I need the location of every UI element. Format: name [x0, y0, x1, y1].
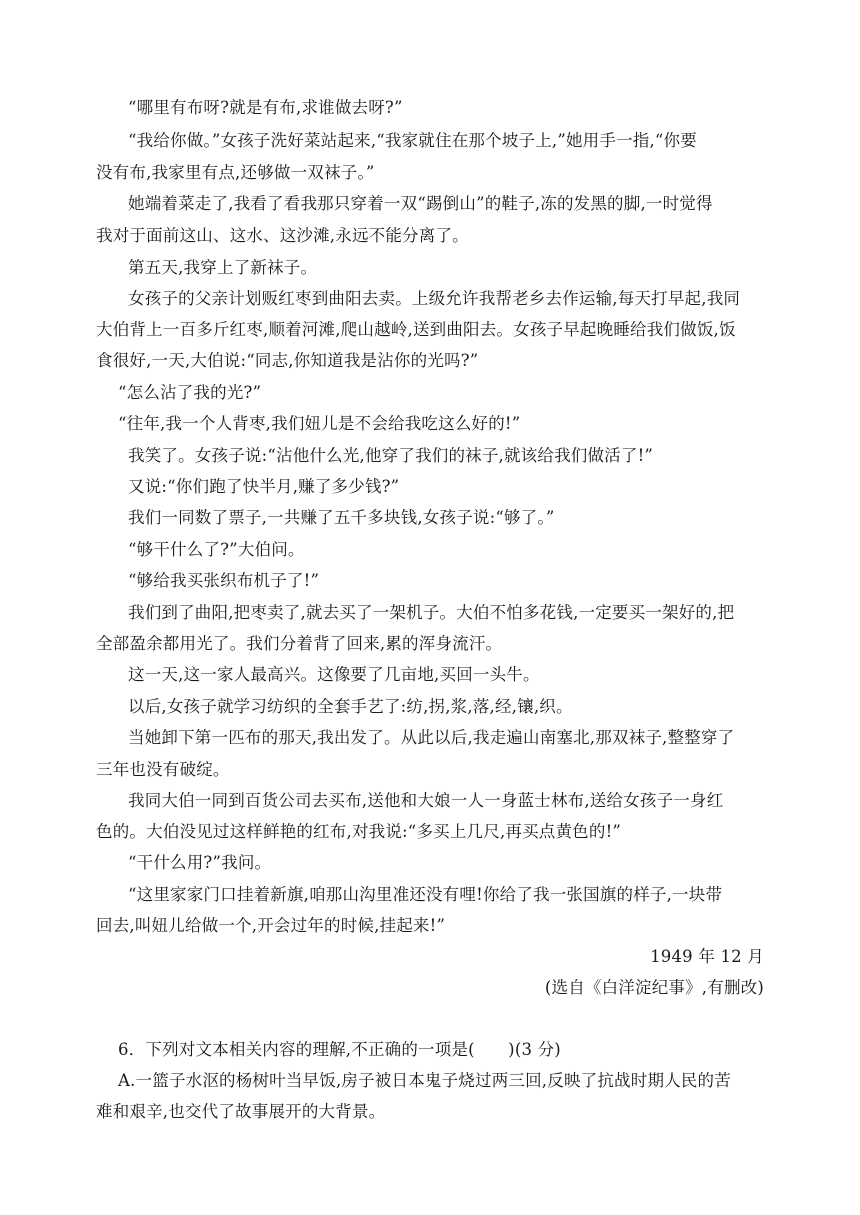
passage-line: 又说:“你们跑了快半月,赚了多少钱?”	[128, 477, 400, 496]
passage-line: 食很好,一天,大伯说:“同志,你知道我是沾你的光吗?”	[96, 351, 479, 370]
passage-line: 我对于面前这山、这水、这沙滩,永远不能分离了。	[96, 226, 469, 245]
passage-line: “够干什么了?”大伯问。	[128, 540, 305, 559]
passage-line: 当她卸下第一匹布的那天,我出发了。从此以后,我走遍山南塞北,那双袜子,整整穿了	[128, 728, 735, 747]
question-stem: 6．下列对文本相关内容的理解,不正确的一项是( )(3 分)	[118, 1040, 561, 1059]
passage-line: 大伯背上一百多斤红枣,顺着河滩,爬山越岭,送到曲阳去。女孩子早起晚睡给我们做饭,饭	[96, 320, 736, 339]
passage-line: “干什么用?”我问。	[128, 853, 272, 872]
passage-line: 色的。大伯没见过这样鲜艳的红布,对我说:“多买上几尺,再买点黄色的!”	[96, 822, 622, 841]
passage-source: (选自《白洋淀纪事》,有删改)	[544, 978, 764, 997]
passage-line: 回去,叫妞儿给做一个,开会过年的时候,挂起来!”	[96, 916, 446, 935]
passage-line: “哪里有布呀?就是有布,求谁做去呀?”	[128, 98, 403, 117]
passage-line: 这一天,这一家人最高兴。这像要了几亩地,买回一头牛。	[128, 665, 540, 684]
passage-line: 以后,女孩子就学习纺织的全套手艺了:纺,拐,浆,落,经,镶,织。	[128, 697, 573, 716]
passage-line: 女孩子的父亲计划贩红枣到曲阳去卖。上级允许我帮老乡去作运输,每天打早起,我同	[128, 289, 741, 308]
passage-line: 我笑了。女孩子说:“沾他什么光,他穿了我们的袜子,就该给我们做活了!”	[128, 446, 654, 465]
passage-line: 她端着菜走了,我看了看我那只穿着一双“踢倒山”的鞋子,冻的发黑的脚,一时觉得	[128, 194, 713, 213]
passage-line: “这里家家门口挂着新旗,咱那山沟里准还没有哩!你给了我一张国旗的样子,一块带	[128, 885, 723, 904]
passage-line: 我同大伯一同到百货公司去买布,送他和大娘一人一身蓝士林布,送给女孩子一身红	[128, 791, 724, 810]
question-option-a-continued: 难和艰辛,也交代了故事展开的大背景。	[96, 1102, 386, 1121]
passage-line: 全部盈余都用光了。我们分着背了回来,累的浑身流汗。	[96, 634, 503, 653]
passage-line: “怎么沾了我的光?”	[118, 383, 262, 402]
question-option-a: A.一篮子水沤的杨树叶当早饭,房子被日本鬼子烧过两三回,反映了抗战时期人民的苦	[118, 1071, 731, 1090]
passage-line: 没有布,我家里有点,还够做一双袜子。”	[96, 163, 375, 182]
passage-line: 我们到了曲阳,把枣卖了,就去买了一架机子。大伯不怕多花钱,一定要买一架好的,把	[128, 603, 735, 622]
passage-line: “够给我买张织布机子了!”	[128, 571, 320, 590]
passage-line: “我给你做。”女孩子洗好菜站起来,“我家就住在那个坡子上,”她用手一指,“你要	[128, 131, 697, 150]
passage-line: “往年,我一个人背枣,我们妞儿是不会给我吃这么好的!”	[118, 414, 521, 433]
passage-line: 三年也没有破绽。	[96, 760, 230, 779]
passage-date: 1949 年 12 月	[650, 947, 764, 966]
passage-line: 第五天,我穿上了新袜子。	[128, 258, 318, 277]
passage-line: 我们一同数了票子,一共赚了五千多块钱,女孩子说:“够了。”	[128, 508, 555, 527]
